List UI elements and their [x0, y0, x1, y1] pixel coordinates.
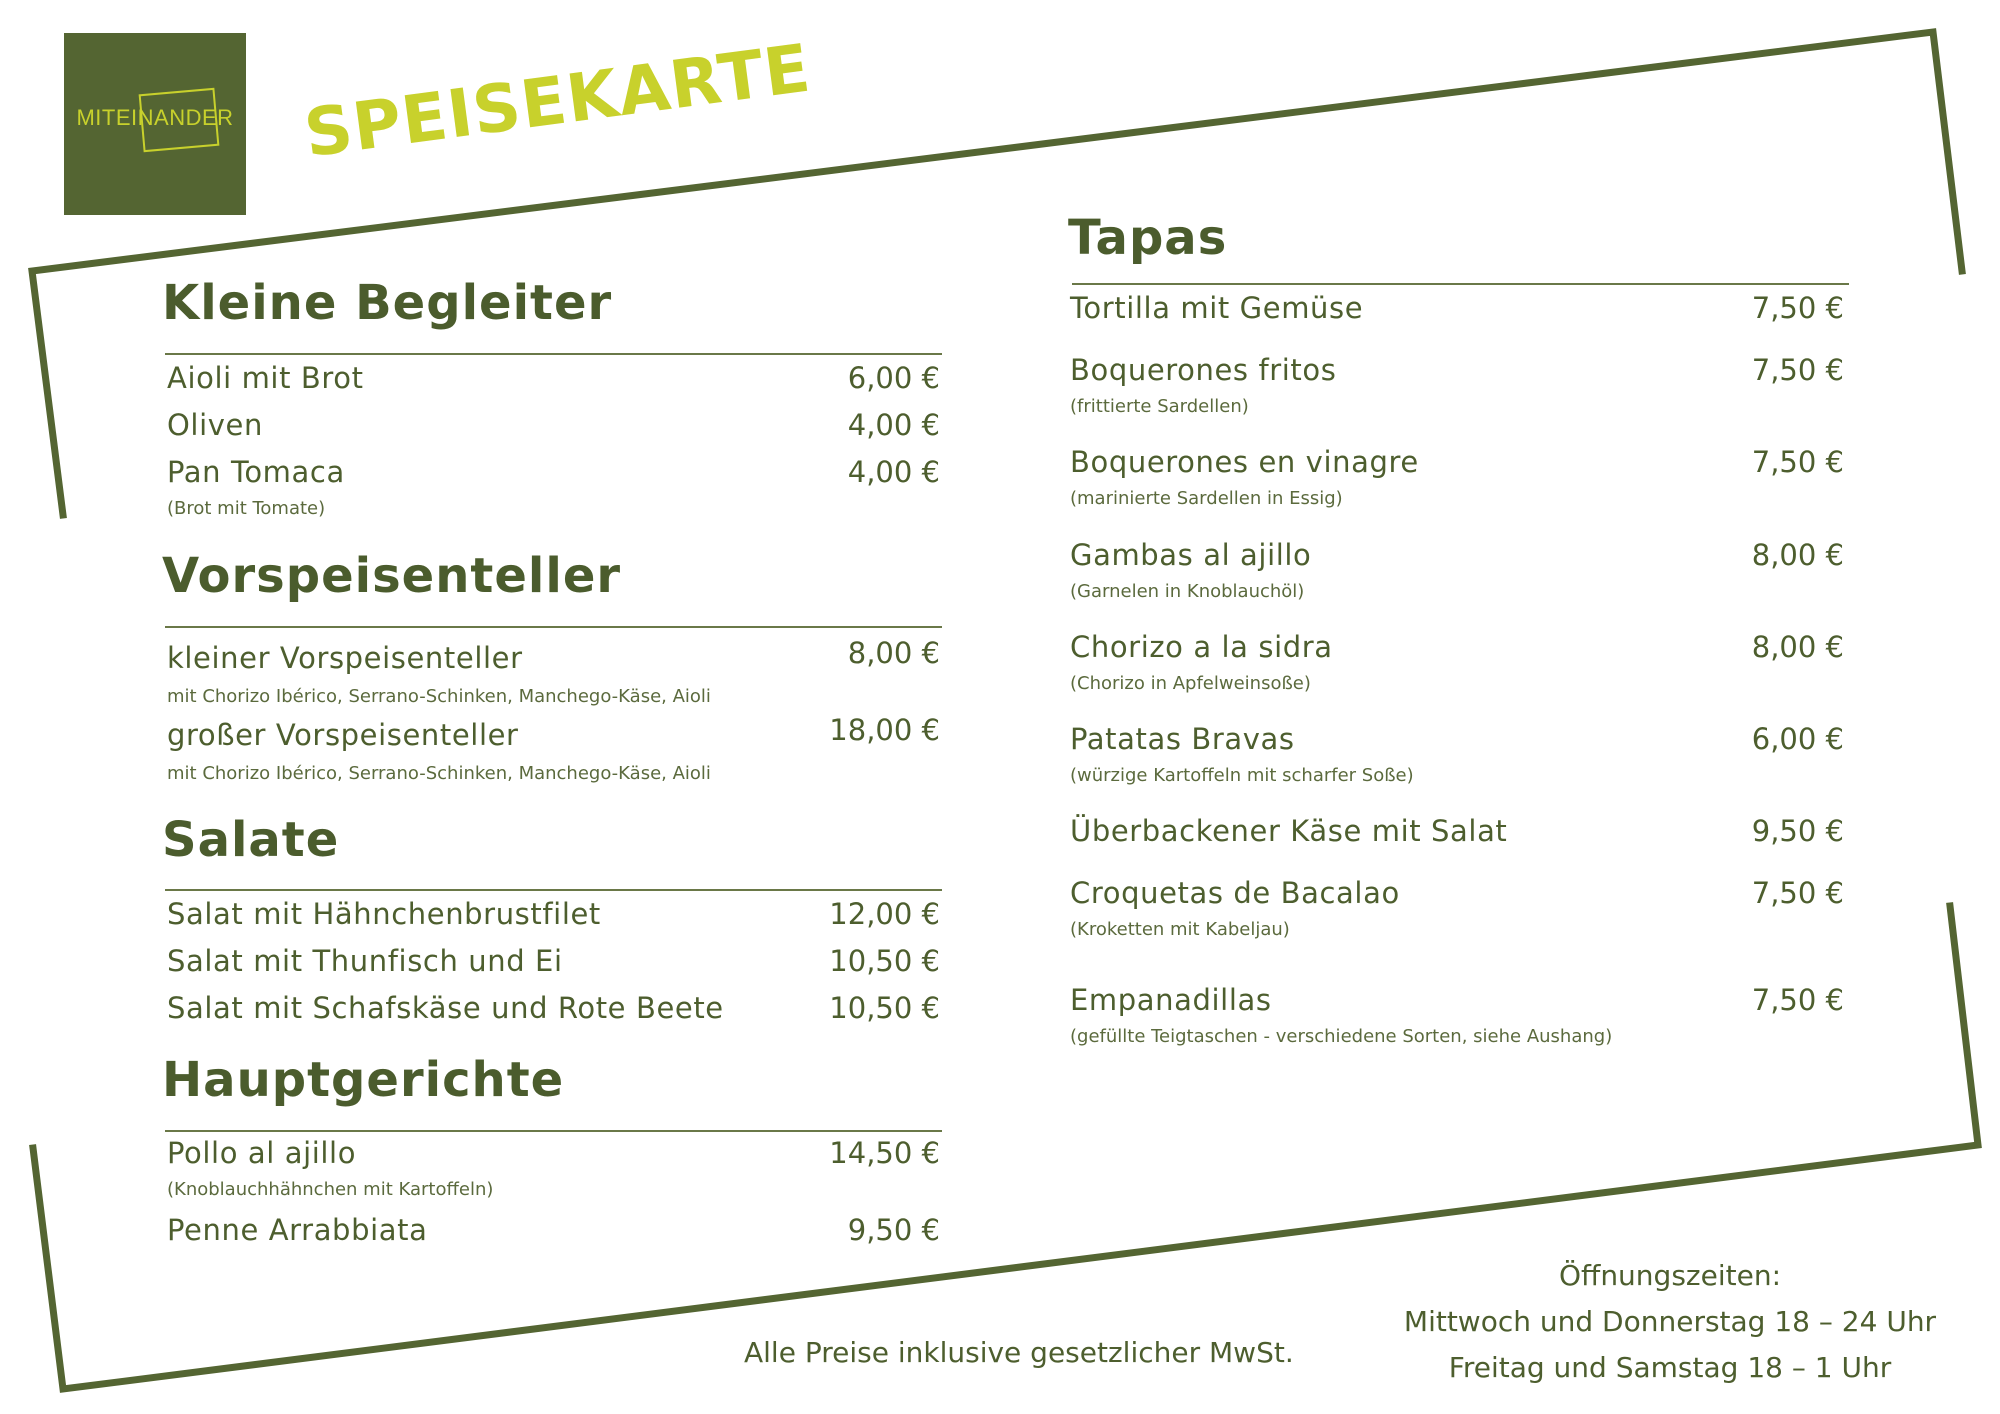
- opening-hours-line: Mittwoch und Donnerstag 18 – 24 Uhr: [1403, 1305, 1937, 1338]
- section-heading: Hauptgerichte: [162, 1052, 565, 1108]
- menu-item-note: mit Chorizo Ibérico, Serrano-Schinken, Manchego-Käse, Aioli: [167, 686, 711, 707]
- menu-item-name: Boquerones en vinagre: [1070, 445, 1419, 479]
- menu-item-price: 4,00 €: [847, 455, 940, 489]
- menu-item-name: Croquetas de Bacalao: [1070, 876, 1400, 910]
- menu-item-price: 7,50 €: [1751, 445, 1844, 479]
- menu-item-note: (marinierte Sardellen in Essig): [1070, 488, 1343, 509]
- menu-item-name: Boquerones fritos: [1070, 353, 1337, 387]
- section-divider: [165, 353, 942, 355]
- menu-item-name: Patatas Bravas: [1070, 722, 1295, 756]
- menu-item-price: 7,50 €: [1751, 876, 1844, 910]
- menu-item-note: (würzige Kartoffeln mit scharfer Soße): [1070, 765, 1414, 786]
- menu-item-price: 8,00 €: [847, 636, 940, 670]
- menu-item-name: Tortilla mit Gemüse: [1070, 291, 1364, 325]
- opening-hours: [1400, 1253, 1940, 1391]
- section-divider: [165, 626, 942, 628]
- menu-item-note: (Chorizo in Apfelweinsoße): [1070, 673, 1311, 694]
- menu-item-name: Oliven: [167, 408, 263, 442]
- section-divider: [1072, 283, 1849, 285]
- menu-item-name: Salat mit Schafskäse und Rote Beete: [167, 991, 724, 1025]
- section-heading: Salate: [162, 812, 340, 868]
- menu-item-price: 12,00 €: [829, 897, 940, 931]
- section-divider: [165, 889, 942, 891]
- menu-item-name: Empanadillas: [1070, 983, 1272, 1017]
- vat-note: Alle Preise inklusive gesetzlicher MwSt.: [744, 1336, 1294, 1369]
- menu-item-price: 10,50 €: [829, 991, 940, 1025]
- page-title: SPEISEKARTE: [300, 29, 816, 173]
- menu-item-price: 18,00 €: [829, 713, 940, 747]
- menu-item-price: 4,00 €: [847, 408, 940, 442]
- section-heading: Kleine Begleiter: [162, 275, 613, 331]
- menu-item-price: 8,00 €: [1751, 630, 1844, 664]
- menu-item-price: 14,50 €: [829, 1136, 940, 1170]
- menu-item-name: Penne Arrabbiata: [167, 1213, 428, 1247]
- section-divider: [165, 1130, 942, 1132]
- menu-item-price: 6,00 €: [847, 361, 940, 395]
- section-heading: Tapas: [1068, 210, 1228, 266]
- opening-hours-title: Öffnungszeiten:: [1558, 1259, 1782, 1292]
- menu-item-name: Aioli mit Brot: [167, 361, 364, 395]
- menu-item-price: 6,00 €: [1751, 722, 1844, 756]
- menu-item-note: (Garnelen in Knoblauchöl): [1070, 581, 1305, 602]
- menu-item-note: (Kroketten mit Kabeljau): [1070, 919, 1290, 940]
- menu-item-name: Chorizo a la sidra: [1070, 630, 1333, 664]
- menu-item-note: (Knoblauchhähnchen mit Kartoffeln): [167, 1179, 494, 1200]
- menu-item-note: (frittierte Sardellen): [1070, 396, 1249, 417]
- menu-item-name: Gambas al ajillo: [1070, 538, 1312, 572]
- menu-item-name: Salat mit Hähnchenbrustfilet: [167, 897, 601, 931]
- miteinander-logo: [64, 33, 246, 215]
- opening-hours-line: Freitag und Samstag 18 – 1 Uhr: [1448, 1351, 1892, 1384]
- menu-item-price: 8,00 €: [1751, 538, 1844, 572]
- menu-item-name: Überbackener Käse mit Salat: [1070, 814, 1508, 848]
- menu-item-note: mit Chorizo Ibérico, Serrano-Schinken, Manchego-Käse, Aioli: [167, 763, 711, 784]
- menu-item-price: 9,50 €: [847, 1213, 940, 1247]
- menu-item-price: 10,50 €: [829, 944, 940, 978]
- menu-item-note: (Brot mit Tomate): [167, 498, 326, 519]
- menu-item-name: Salat mit Thunfisch und Ei: [167, 944, 563, 978]
- menu-item-name: Pollo al ajillo: [167, 1136, 357, 1170]
- menu-item-price: 9,50 €: [1751, 814, 1844, 848]
- menu-item-name: Pan Tomaca: [167, 455, 345, 489]
- logo-text: MITEINANDER: [76, 105, 234, 130]
- menu-item-note: (gefüllte Teigtaschen - verschiedene Sorten, siehe Aushang): [1070, 1026, 1613, 1047]
- menu-item-price: 7,50 €: [1751, 353, 1844, 387]
- menu-item-name: großer Vorspeisenteller: [167, 718, 519, 752]
- menu-item-name: kleiner Vorspeisenteller: [167, 641, 523, 675]
- section-heading: Vorspeisenteller: [162, 548, 622, 604]
- menu-item-price: 7,50 €: [1751, 291, 1844, 325]
- menu-item-price: 7,50 €: [1751, 983, 1844, 1017]
